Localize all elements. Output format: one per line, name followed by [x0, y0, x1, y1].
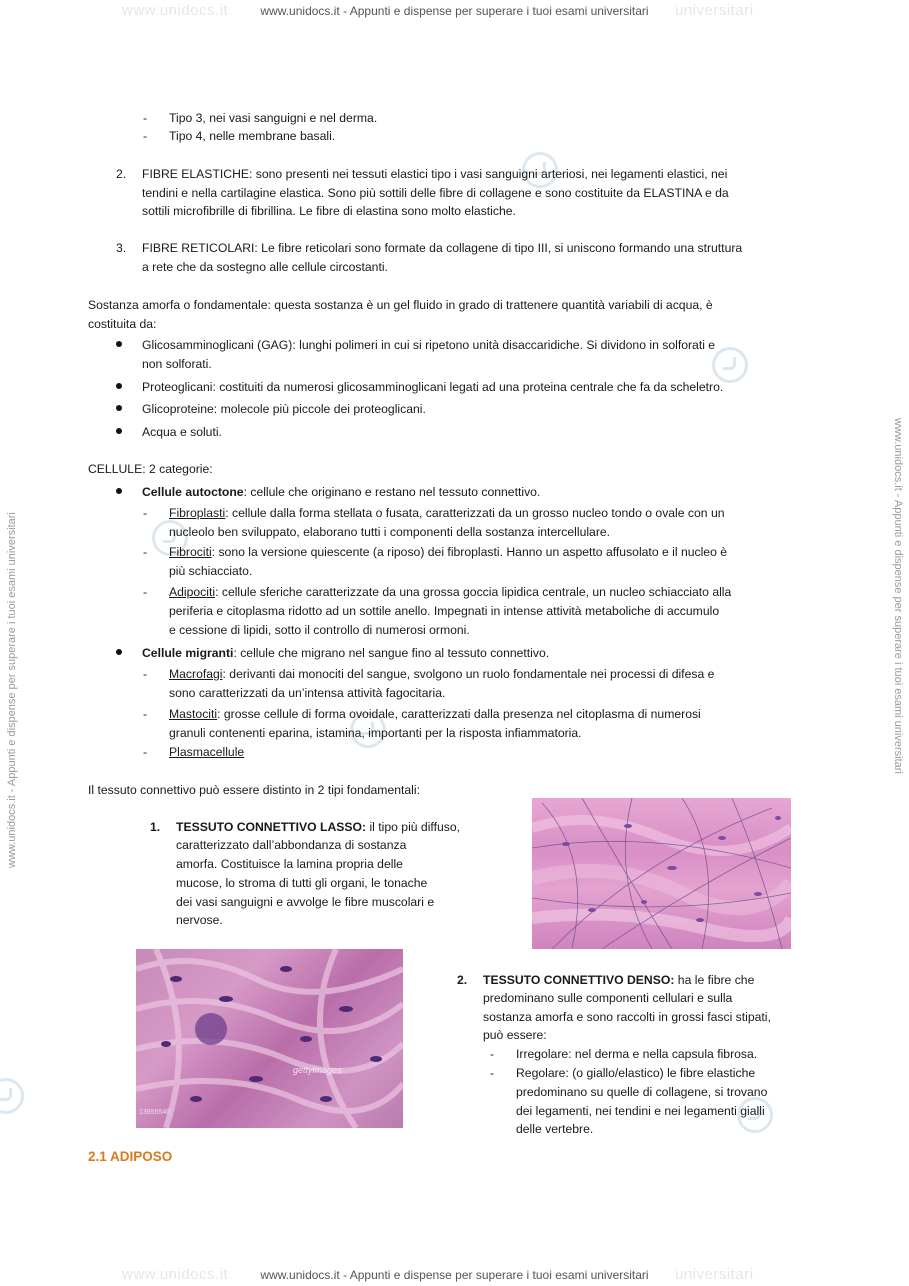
adipociti-line: periferia e citoplasma ridotto ad un sottile anello. Impegnati in intense attività metaboliche di accumulo [169, 604, 720, 618]
list-marker: - [143, 667, 148, 681]
regolare-line: Regolare: (o giallo/elastico) le fibre elastiche [516, 1066, 756, 1080]
ghost-watermark-left: www.unidocs.it [122, 2, 229, 19]
regolare-line: predominano su quelle di collagene, si trovano [516, 1085, 768, 1099]
cellule-migranti-desc: : cellule che migrano nel sangue fino al tessuto connettivo. [233, 646, 550, 660]
denso-line: predominano sulle componenti cellulari e sulla [483, 991, 733, 1005]
cellule-title: CELLULE: 2 categorie: [88, 462, 213, 476]
adipociti-line: e cessione di lipidi, sotto il controllo di numerosi ormoni. [169, 623, 470, 637]
fibroplasti-desc: : cellule dalla forma stellata o fusata, caratterizzati da un grosso nucleo tondo o ovale con un [225, 506, 725, 520]
list-marker: - [143, 745, 148, 759]
dense-connective-tissue-image [136, 949, 403, 1128]
acqua-line: Acqua e soluti. [142, 425, 222, 439]
proteoglicani-line: Proteoglicani: costituiti da numerosi glicosamminoglicani legati ad una proteina centrale che fa da scheletro. [142, 380, 724, 394]
cellule-migranti-label: Cellule migranti [142, 646, 234, 660]
denso-title: TESSUTO CONNETTIVO DENSO: [483, 973, 675, 987]
irregolare-line: Irregolare: nel derma e nella capsula fibrosa. [516, 1047, 758, 1061]
tissue-intro: Il tessuto connettivo può essere distinto in 2 tipi fondamentali: [88, 783, 420, 797]
fibre-elastiche-line: sottili microfibrille di fibrillina. Le fibre di elastina sono molto elastiche. [142, 204, 516, 218]
glicoproteine-line: Glicoproteine: molecole più piccole dei proteoglicani. [142, 402, 426, 416]
fibroplasti-line: nucleolo ben sviluppato, elaborano tutti i componenti della sostanza intercellulare. [169, 525, 611, 539]
lasso-first: il tipo più diffuso, [366, 820, 461, 834]
denso-first: ha le fibre che [674, 973, 755, 987]
bullet-dot [116, 341, 122, 347]
lasso-line: dei vasi sanguigni e avvolge le fibre muscolari e [176, 895, 435, 909]
fibre-elastiche-line: FIBRE ELASTICHE: sono presenti nei tessuti elastici tipo i vasi sanguigni arteriosi, nei legamenti elastici, nei [142, 167, 728, 181]
bullet-dot [116, 488, 122, 494]
fibre-reticolari-line: a rete che da sostegno alle cellule circostanti. [142, 260, 388, 274]
adipociti-line [169, 583, 731, 603]
list-marker: - [490, 1066, 495, 1080]
denso-line: può essere: [483, 1028, 547, 1042]
lasso-line: amorfa. Costituisce la lamina propria delle [176, 857, 403, 871]
fibroplasti-term: Fibroplasti [169, 506, 226, 520]
side-watermark-left: www.unidocs.it - Appunti e dispense per superare i tuoi esami universitari [6, 512, 18, 868]
collagen-type-4: Tipo 4, nelle membrane basali. [169, 129, 336, 143]
lasso-line [176, 818, 460, 838]
list-marker: - [143, 707, 148, 721]
image-id: 13856540 [139, 1109, 171, 1116]
fibrociti-line: più schiacciato. [169, 564, 253, 578]
section-heading: 2.1 ADIPOSO [88, 1149, 173, 1164]
macrofagi-term: Macrofagi [169, 667, 223, 681]
list-number: 2. [116, 167, 127, 181]
fibrociti-term: Fibrociti [169, 545, 212, 559]
bullet-dot [116, 405, 122, 411]
list-marker: - [143, 585, 148, 599]
macrofagi-desc: : derivanti dai monociti del sangue, svolgono un ruolo fondamentale nei processi di difesa e [222, 667, 715, 681]
sostanza-amorfa-line: costituita da: [88, 317, 157, 331]
macrofagi-line: sono caratterizzati da un’intensa attività fagocitaria. [169, 686, 446, 700]
list-marker: - [143, 506, 148, 520]
adipociti-term: Adipociti [169, 585, 216, 599]
mastociti-desc: : grosse cellule di forma ovoidale, caratterizzati dalla presenza nel citoplasma di numerosi [217, 707, 701, 721]
side-watermark-right: www.unidocs.it - Appunti e dispense per superare i tuoi esami universitari [892, 418, 904, 774]
sostanza-amorfa-line: Sostanza amorfa o fondamentale: questa sostanza è un gel fluido in grado di trattenere quantità variabili di acqua, è [88, 298, 713, 312]
fibre-elastiche-line: tendini e nella cartilagine elastica. Sono più sottili delle fibre di collagene e sono costituite da ELASTINA e da [142, 186, 729, 200]
cellule-autoctone-line [142, 483, 540, 503]
mastociti-line: granuli contenenti eparina, istamina, importanti per la risposta infiammatoria. [169, 726, 582, 740]
gag-line: non solforati. [142, 357, 212, 371]
denso-line: sostanza amorfa e sono raccolti in grossi fasci stipati, [483, 1010, 771, 1024]
collagen-type-3: Tipo 3, nei vasi sanguigni e nel derma. [169, 111, 378, 125]
cellule-autoctone-desc: : cellule che originano e restano nel tessuto connettivo. [243, 485, 541, 499]
fibre-reticolari-line: FIBRE RETICOLARI: Le fibre reticolari sono formate da collagene di tipo III, si uniscono formando una struttura [142, 241, 743, 255]
lasso-line: nervose. [176, 913, 223, 927]
ghost-watermark-left-footer: www.unidocs.it [122, 1266, 229, 1283]
regolare-line: delle vertebre. [516, 1122, 594, 1136]
fibroplasti-line [169, 504, 725, 524]
list-marker: - [490, 1047, 495, 1061]
bullet-dot [116, 649, 122, 655]
ghost-watermark-right-footer: universitari [675, 1266, 754, 1283]
plasmacellule-line [169, 743, 244, 763]
cellule-migranti-line [142, 644, 549, 664]
image-credit: gettyimages [293, 1065, 342, 1075]
ghost-watermark-right: universitari [675, 2, 754, 19]
gag-line: Glicosamminoglicani (GAG): lunghi polimeri in cui si ripetono unità disaccaridiche. Si dividono in solforati e [142, 338, 716, 352]
mastociti-term: Mastociti [169, 707, 218, 721]
watermark-logo-icon [0, 1078, 24, 1114]
loose-connective-tissue-image [532, 798, 791, 949]
fibrociti-desc: : sono la versione quiescente (a riposo) dei fibroplasti. Hanno un aspetto affusolato e il nucleo è [211, 545, 728, 559]
bullet-dot [116, 383, 122, 389]
list-marker: - [143, 111, 148, 125]
list-number: 1. [150, 820, 161, 834]
fibrociti-line [169, 543, 727, 563]
lasso-line: caratterizzato dall’abbondanza di sostanza [176, 838, 407, 852]
regolare-line: dei legamenti, nei tendini e nei legamenti gialli [516, 1104, 765, 1118]
list-number: 3. [116, 241, 127, 255]
list-marker: - [143, 545, 148, 559]
list-marker: - [143, 129, 148, 143]
macrofagi-line [169, 665, 714, 685]
mastociti-line [169, 705, 701, 725]
cellule-autoctone-label: Cellule autoctone [142, 485, 244, 499]
lasso-title: TESSUTO CONNETTIVO LASSO: [176, 820, 367, 834]
bullet-dot [116, 428, 122, 434]
page-footer-watermark: www.unidocs.it - Appunti e dispense per superare i tuoi esami universitari [260, 1268, 649, 1282]
page-header-watermark: www.unidocs.it - Appunti e dispense per superare i tuoi esami universitari [260, 4, 649, 18]
lasso-line: mucose, lo stroma di tutti gli organi, le tonache [176, 876, 428, 890]
plasmacellule-term: Plasmacellule [169, 745, 245, 759]
denso-line [483, 971, 754, 991]
adipociti-desc: : cellule sferiche caratterizzate da una grossa goccia lipidica centrale, un nucleo schiacciato alla [215, 585, 732, 599]
list-number: 2. [457, 973, 468, 987]
